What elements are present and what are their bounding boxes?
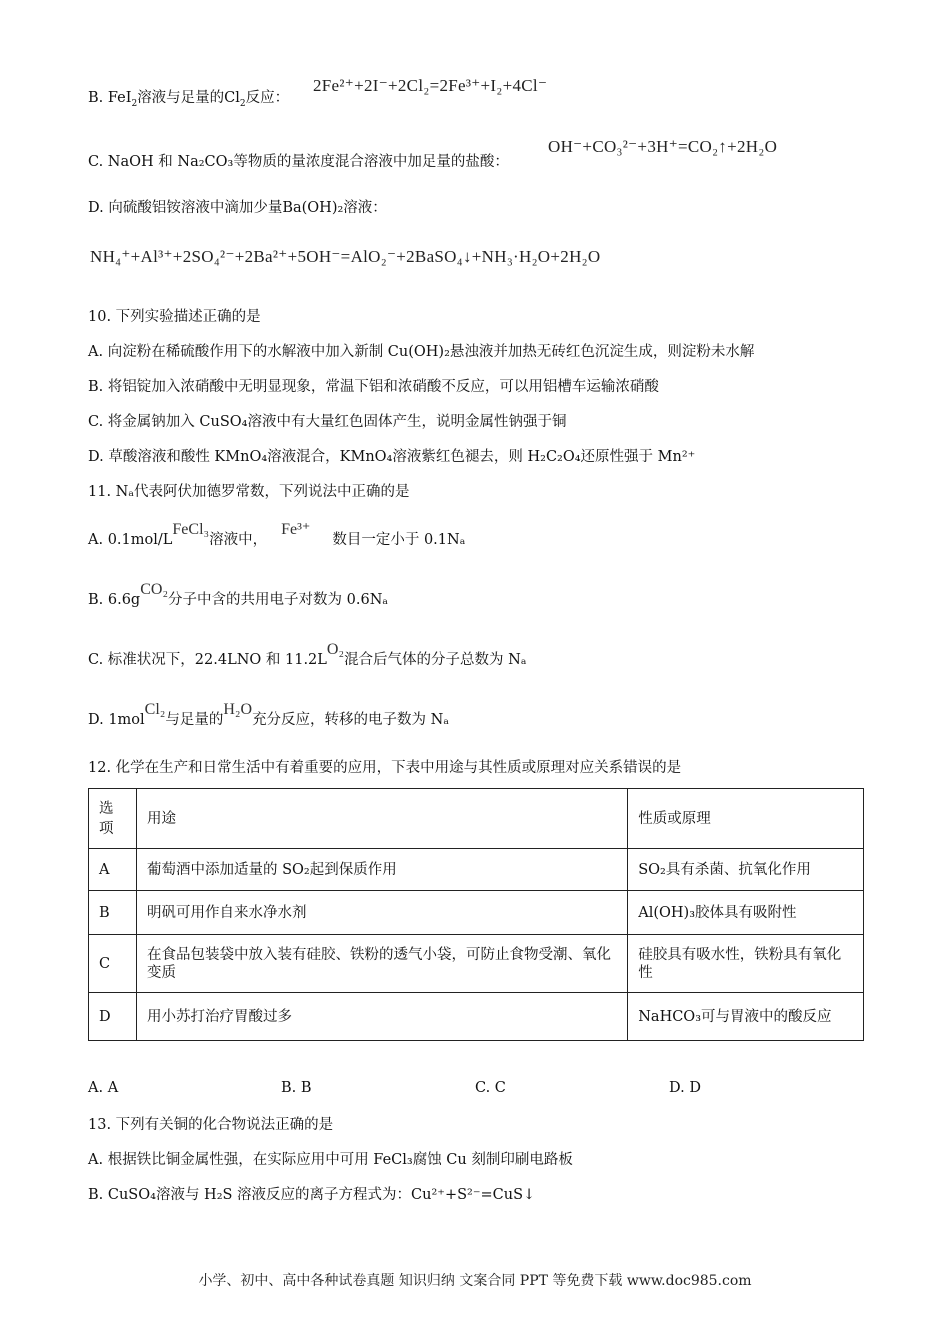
q11a-text2: 溶液中， xyxy=(209,532,268,548)
q11c-text2: 混合后气体的分子总数为 Nₐ xyxy=(344,652,527,668)
q10-stem: 10. 下列实验描述正确的是 xyxy=(88,309,261,325)
row-option: D xyxy=(89,993,137,1041)
q11d-text1: D. 1mol xyxy=(88,712,145,728)
q12-choice-a: A. A xyxy=(88,1080,119,1096)
q11c-text1: C. 标准状况下，22.4LNO 和 11.2L xyxy=(88,652,327,668)
header-use: 用途 xyxy=(136,789,627,849)
q12-choice-d: D. D xyxy=(669,1080,701,1096)
q9b-mid: 溶液与足量的Cl xyxy=(137,90,240,106)
q9b-tail: 反应： xyxy=(245,90,290,106)
q9d-equation: NH₄⁺+Al³⁺+2SO₄²⁻+2Ba²⁺+5OH⁻=AlO₂⁻+2BaSO₄↓+NH₃·H₂O+2H₂O xyxy=(90,247,601,266)
q12-stem: 12. 化学在生产和日常生活中有着重要的应用，下表中用途与其性质或原理对应关系错误的是 xyxy=(88,760,682,776)
q10-option-d: D. 草酸溶液和酸性 KMnO₄溶液混合，KMnO₄溶液紫红色褪去，则 H₂C₂O₄还原性强于 Mn²⁺ xyxy=(88,449,696,465)
q11a-formula2: Fe³⁺ xyxy=(281,521,311,538)
q9c-equation: OH⁻+CO₃²⁻+3H⁺=CO₂↑+2H₂O xyxy=(548,137,778,156)
q10-option-c: C. 将金属钠加入 CuSO₄溶液中有大量红色固体产生，说明金属性钠强于铜 xyxy=(88,414,567,430)
header-option: 选项 xyxy=(89,789,137,849)
q11a-formula1: FeCl₃ xyxy=(172,521,210,538)
q13-option-b: B. CuSO₄溶液与 H₂S 溶液反应的离子方程式为：Cu²⁺+S²⁻=CuS↓ xyxy=(88,1187,536,1203)
row-principle: NaHCO₃可与胃液中的酸反应 xyxy=(628,993,864,1041)
q12-table xyxy=(88,788,864,1041)
q9-option-d: D. 向硫酸铝铵溶液中滴加少量Ba(OH)₂溶液： xyxy=(88,200,387,216)
q13-option-a: A. 根据铁比铜金属性强，在实际应用中可用 FeCl₃腐蚀 Cu 刻制印刷电路板 xyxy=(88,1152,573,1168)
row-principle: 硅胶具有吸水性，铁粉具有氧化性 xyxy=(628,935,864,993)
header-principle: 性质或原理 xyxy=(628,789,864,849)
row-principle: SO₂具有杀菌、抗氧化作用 xyxy=(628,849,864,891)
q11d-text3: 充分反应，转移的电子数为 Nₐ xyxy=(252,712,449,728)
q11d-text2: 与足量的 xyxy=(165,712,224,728)
q11b-text1: B. 6.6g xyxy=(88,592,141,608)
row-principle: Al(OH)₃胶体具有吸附性 xyxy=(628,891,864,935)
q11-stem: 11. Nₐ代表阿伏加德罗常数，下列说法中正确的是 xyxy=(88,484,410,500)
table-row xyxy=(89,891,864,935)
q12-choice-c: C. C xyxy=(475,1080,506,1096)
q9-option-b: B. FeI$_2$溶液与足量的$Cl_2$反应： xyxy=(88,90,290,109)
q11-option-d xyxy=(88,701,449,730)
q12-choice-b: B. B xyxy=(281,1080,312,1096)
row-option: C xyxy=(89,935,137,993)
row-use: 用小苏打治疗胃酸过多 xyxy=(136,993,627,1041)
row-option: B xyxy=(89,891,137,935)
q11d-formula2: H₂O xyxy=(223,701,253,718)
row-use: 明矾可用作自来水净水剂 xyxy=(136,891,627,935)
q11a-text3: 数目一定小于 0.1Nₐ xyxy=(332,532,466,548)
page-footer: 小学、初中、高中各种试卷真题 知识归纳 文案合同 PPT 等免费下载 www.doc985.com xyxy=(198,1273,752,1289)
q13-stem: 13. 下列有关铜的化合物说法正确的是 xyxy=(88,1117,334,1133)
q9b-equation: 2Fe²⁺+2I⁻+2Cl₂=2Fe³⁺+I₂+4Cl⁻ xyxy=(313,76,548,95)
table-row xyxy=(89,849,864,891)
row-option: A xyxy=(89,849,137,891)
q10-option-b: B. 将铝锭加入浓硝酸中无明显现象，常温下铝和浓硝酸不反应，可以用铝槽车运输浓硝酸 xyxy=(88,379,659,395)
table-header-row xyxy=(89,789,864,849)
table-row xyxy=(89,935,864,993)
q11-option-c xyxy=(88,641,527,670)
q11d-formula1: Cl₂ xyxy=(144,701,166,718)
q9-option-c: C. NaOH 和 Na₂CO₃等物质的量浓度混合溶液中加足量的盐酸： xyxy=(88,154,509,170)
q11c-formula: O₂ xyxy=(326,641,345,658)
q11b-formula: CO₂ xyxy=(140,581,169,598)
row-use: 在食品包装袋中放入装有硅胶、铁粉的透气小袋，可防止食物受潮、氧化变质 xyxy=(136,935,627,993)
q9b-prefix: B. FeI xyxy=(88,90,132,106)
table-row xyxy=(89,993,864,1041)
q11-option-b xyxy=(88,581,388,610)
q10-option-a: A. 向淀粉在稀硫酸作用下的水解液中加入新制 Cu(OH)₂悬浊液并加热无砖红色沉淀生成，则淀粉未水解 xyxy=(88,344,755,360)
q11a-text1: A. 0.1mol/L xyxy=(88,532,173,548)
q11-option-a xyxy=(88,521,466,550)
q11b-text2: 分子中含的共用电子对数为 0.6Nₐ xyxy=(168,592,388,608)
row-use: 葡萄酒中添加适量的 SO₂起到保质作用 xyxy=(136,849,627,891)
